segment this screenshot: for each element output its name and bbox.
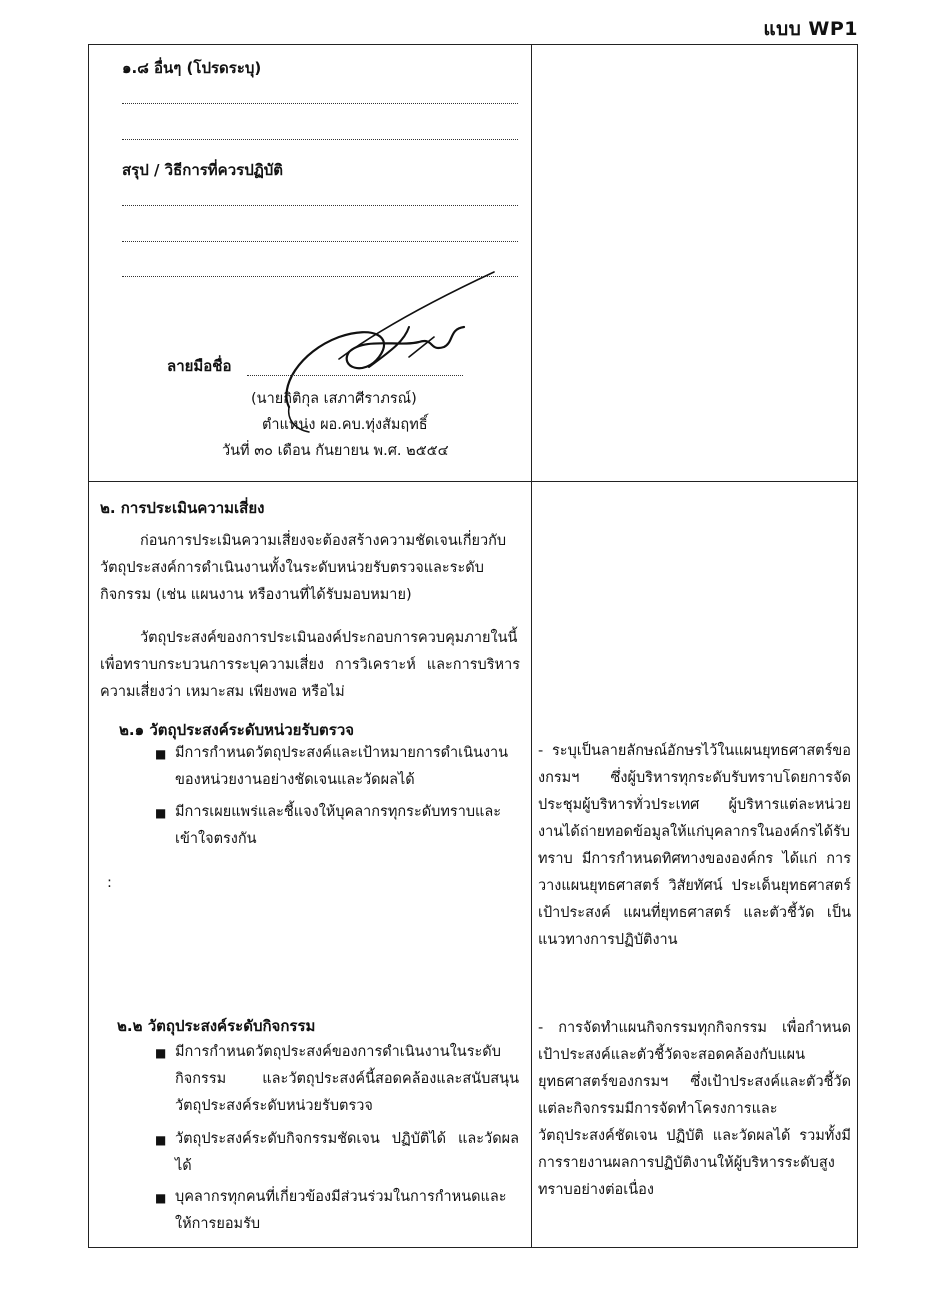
column-divider [531, 45, 532, 1247]
blank-line [122, 139, 518, 140]
section-2-2-bullet-2: วัตถุประสงค์ระดับกิจกรรมชัดเจน ปฏิบัติได้ และวัดผลได้ [175, 1131, 519, 1174]
section-1-8-heading: ๑.๘ อื่นๆ (โปรดระบุ) [122, 59, 262, 77]
margin-mark: : [107, 875, 112, 891]
section-2-1-bullet-2: มีการเผยแพร่และชี้แจงให้บุคลากรทุกระดับทราบและเข้าใจตรงกัน [175, 804, 502, 847]
bullet-marker: ■ [155, 1046, 167, 1060]
handwritten-signature [269, 267, 519, 437]
row-divider [89, 481, 857, 482]
section-2-2-bullet-3: บุคลากรทุกคนที่เกี่ยวข้องมีส่วนร่วมในการกำหนดและให้การยอมรับ [175, 1189, 507, 1232]
signature-date: วันที่ ๓๐ เดือน กันยายน พ.ศ. ๒๕๕๔ [222, 443, 449, 459]
signature-line [247, 375, 463, 376]
section-2-2-evidence: - การจัดทำแผนกิจกรรมทุกกิจกรรม เพื่อกำหนดเป้าประสงค์และตัวชี้วัดจะสอดคล้องกับแผนยุทธศาสตร์ของกรมฯ ซึ่งเป้าประสงค์และตัวชี้วัดแต่ละกิจกรรมมีการจัดทำโครงการและวัตถุประสงค์ชัดเจน ปฏิบัติ และวัดผลได้ รวมทั้งมีการรายงานผลการปฏิบัติงานให้ผู้บริหารระดับสูงทราบอย่างต่อเนื่อง [538, 1020, 851, 1198]
bullet-marker: ■ [155, 747, 167, 761]
blank-line [122, 205, 518, 206]
section-2-paragraph-2: วัตถุประสงค์ของการประเมินองค์ประกอบการควบคุมภายในนี้ เพื่อทราบกระบวนการระบุความเสี่ยง การวิเคราะห์ และการบริหารความเสี่ยงว่า เหมาะสม เพียงพอ หรือไม่ [100, 630, 520, 700]
section-2-1-heading: ๒.๑ วัตถุประสงค์ระดับหน่วยรับตรวจ [119, 721, 355, 739]
signature-label: ลายมือชื่อ [167, 357, 232, 375]
form-code: แบบ WP1 [763, 18, 858, 40]
section-2-2-bullet-1: มีการกำหนดวัตถุประสงค์ของการดำเนินงานในระดับกิจกรรม และวัตถุประสงค์นี้สอดคล้องและสนับสนุนวัตถุประสงค์ระดับหน่วยรับตรวจ [175, 1044, 519, 1114]
section-2-paragraph-1: ก่อนการประเมินความเสี่ยงจะต้องสร้างความชัดเจนเกี่ยวกับวัตถุประสงค์การดำเนินงานทั้งในระดับหน่วยรับตรวจและระดับกิจกรรม (เช่น แผนงาน หรืองานที่ได้รับมอบหมาย) [100, 533, 507, 603]
assessment-form-table [88, 44, 858, 1248]
section-2-1-evidence: - ระบุเป็นลายลักษณ์อักษรไว้ในแผนยุทธศาสตร์ของกรมฯ ซึ่งผู้บริหารทุกระดับรับทราบโดยการจัดประชุมผู้บริหารทั่วประเทศ ผู้บริหารแต่ละหน่วยงานได้ถ่ายทอดข้อมูลให้แก่บุคลากรในองค์กรได้รับทราบ มีการกำหนดทิศทางขององค์กร ได้แก่ การวางแผนยุทธศาสตร์ วิสัยทัศน์ ประเด็นยุทธศาสตร์ เป้าประสงค์ แผนที่ยุทธศาสตร์ และตัวชี้วัด เป็นแนวทางการปฏิบัติงาน [538, 743, 851, 948]
blank-line [122, 241, 518, 242]
signatory-position: ตำแหน่ง ผอ.คบ.ทุ่งสัมฤทธิ์ [262, 417, 428, 433]
bullet-marker: ■ [155, 806, 167, 820]
bullet-marker: ■ [155, 1191, 167, 1205]
section-2-2-heading: ๒.๒ วัตถุประสงค์ระดับกิจกรรม [117, 1017, 316, 1035]
summary-heading: สรุป / วิธีการที่ควรปฏิบัติ [122, 161, 284, 179]
section-2-heading: ๒. การประเมินความเสี่ยง [100, 499, 265, 517]
blank-line [122, 103, 518, 104]
bullet-marker: ■ [155, 1133, 167, 1147]
section-2-1-bullet-1: มีการกำหนดวัตถุประสงค์และเป้าหมายการดำเนินงานของหน่วยงานอย่างชัดเจนและวัดผลได้ [175, 745, 509, 788]
signatory-name: (นายกิติกุล เสภาศีราภรณ์) [251, 391, 417, 407]
